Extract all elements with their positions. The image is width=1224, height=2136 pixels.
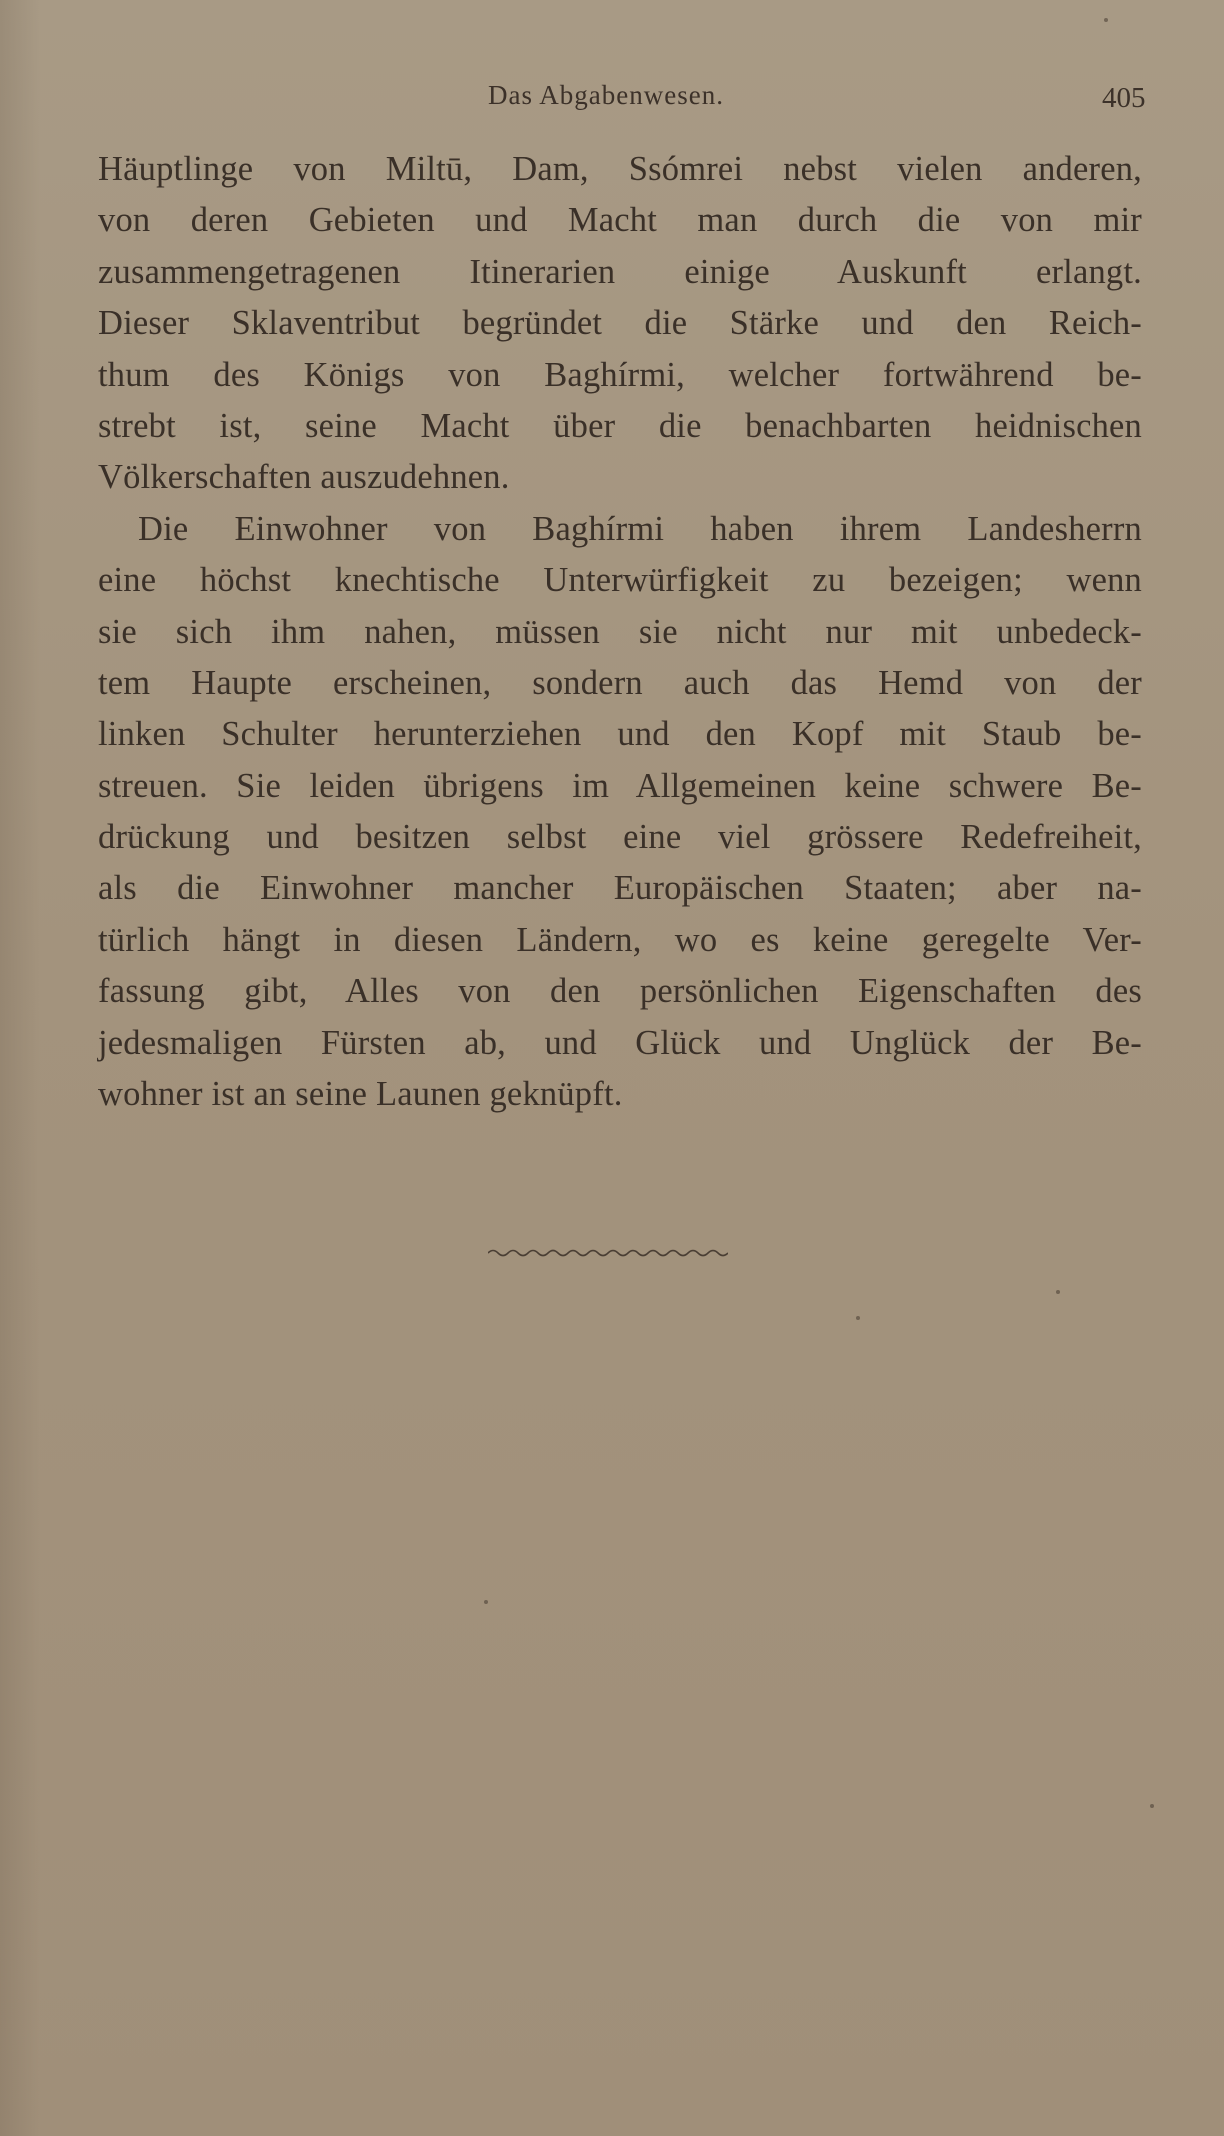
text-line: wohner ist an seine Launen geknüpft.	[98, 1075, 623, 1114]
text-line: als die Einwohner mancher Europäischen Staaten; aber na-	[98, 869, 1142, 908]
text-line: Völkerschaften auszudehnen.	[98, 458, 510, 497]
body-text	[98, 144, 1142, 1120]
page-number: 405	[1102, 82, 1146, 114]
text-line: thum des Königs von Baghírmi, welcher fortwährend be-	[98, 355, 1142, 394]
paper-speck	[1056, 1290, 1060, 1294]
text-line: linken Schulter herunterziehen und den Kopf mit Staub be-	[98, 715, 1142, 754]
text-line: Häuptlinge von Miltū, Dam, Ssómrei nebst vielen anderen,	[98, 150, 1142, 188]
text-line: drückung und besitzen selbst eine viel grössere Redefreiheit,	[98, 818, 1142, 857]
page-gutter-shadow	[0, 0, 40, 2136]
end-ornament	[488, 1246, 728, 1260]
text-line: sie sich ihm nahen, müssen sie nicht nur mit unbedeck-	[98, 612, 1142, 651]
running-title: Das Abgabenwesen.	[488, 80, 724, 110]
text-line: zusammengetragenen Itinerarien einige Auskunft erlangt.	[98, 252, 1142, 291]
text-line: strebt ist, seine Macht über die benachbarten heidnischen	[98, 406, 1142, 445]
paper-speck	[1104, 18, 1108, 22]
text-line: Die Einwohner von Baghírmi haben ihrem Landesherrn	[138, 509, 1142, 548]
text-line: türlich hängt in diesen Ländern, wo es keine geregelte Ver-	[98, 920, 1142, 959]
text-line: streuen. Sie leiden übrigens im Allgemeinen keine schwere Be-	[98, 766, 1142, 805]
text-line: jedesmaligen Fürsten ab, und Glück und Unglück der Be-	[98, 1023, 1142, 1062]
paper-speck	[484, 1600, 488, 1604]
text-line: eine höchst knechtische Unterwürfigkeit zu bezeigen; wenn	[98, 561, 1142, 600]
paper-speck	[856, 1316, 860, 1320]
text-line: tem Haupte erscheinen, sondern auch das Hemd von der	[98, 663, 1142, 702]
running-header	[0, 80, 1224, 120]
text-line: Dieser Sklaventribut begründet die Stärke und den Reich-	[98, 304, 1142, 343]
text-line: von deren Gebieten und Macht man durch die von mir	[98, 201, 1142, 240]
text-line: fassung gibt, Alles von den persönlichen Eigenschaften des	[98, 972, 1142, 1011]
paper-speck	[1150, 1804, 1154, 1808]
